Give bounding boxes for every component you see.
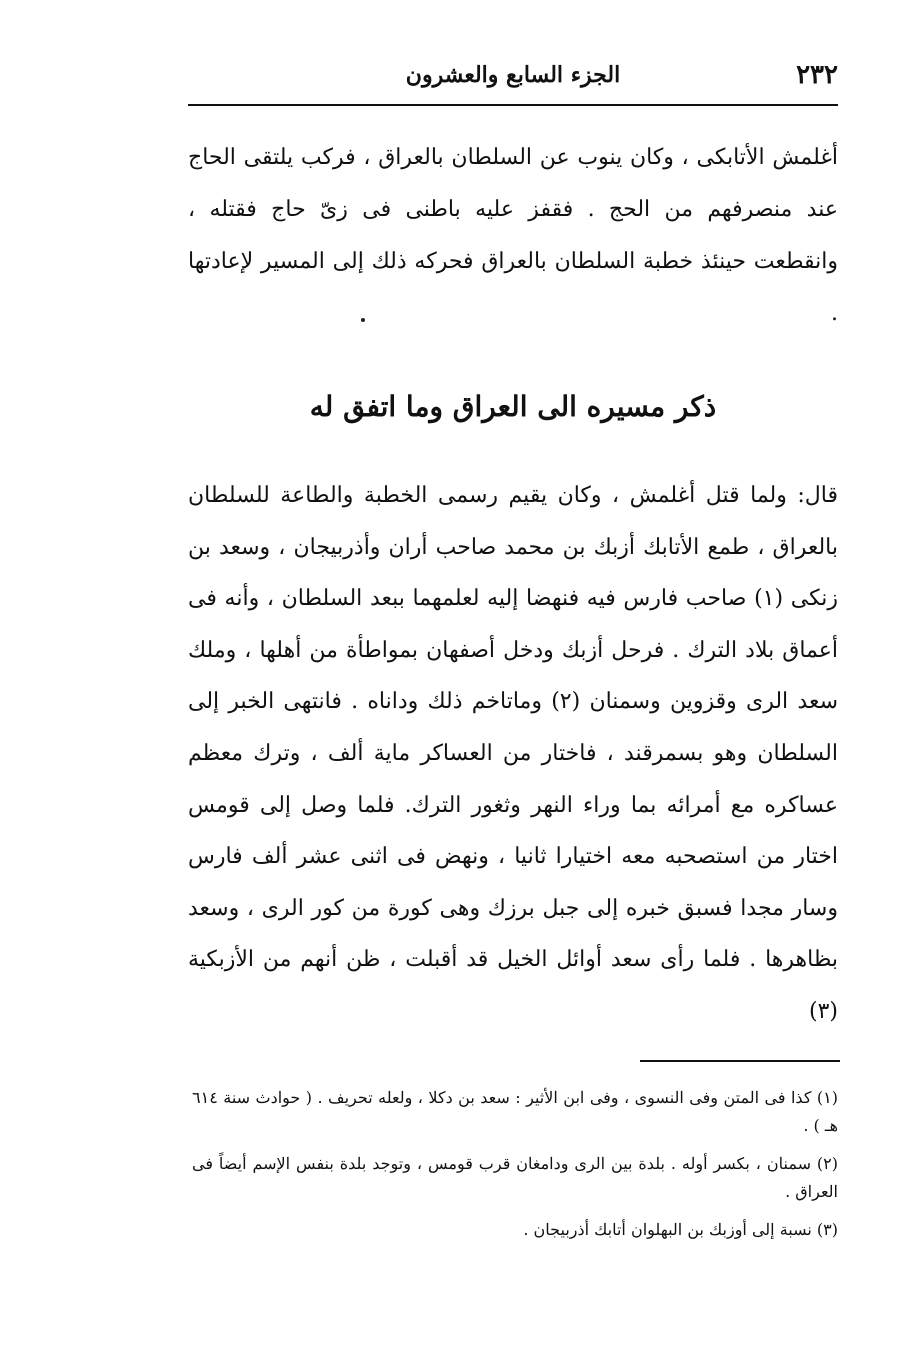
part-title: الجزء السابع والعشرون [405,62,621,88]
body-paragraph-1: أغلمش الأتابكى ، وكان ينوب عن السلطان بالعراق ، فركب يلتقى الحاج عند منصرفهم من الحج . فقفز عليه باطنى فى زىّ حاج فقتله ، وانقطعت حينئذ خطبة السلطان بالعراق فحركه ذلك إلى المسير لإعادتها . [188,145,838,326]
header-rule [188,104,838,106]
footnote-2: (٢) سمنان ، بكسر أوله . بلدة بين الرى ودامغان قرب قومس ، وتوجد بلدة بنفس الإسم أيضاً فى العراق . [192,1154,838,1201]
footnote-1: (١) كذا فى المتن وفى النسوى ، وفى ابن الأثير : سعد بن دكلا ، ولعله تحريف . ( حوادث سنة ٦١٤ هـ ) . [192,1088,838,1135]
running-header [188,58,838,98]
body-paragraph-2: قال: ولما قتل أغلمش ، وكان يقيم رسمى الخطبة والطاعة للسلطان بالعراق ، طمع الأتابك أزبك بن محمد صاحب أران وأذربيجان ، وسعد بن زنكى (١) صاحب فارس فيه فنهضا إليه لعلمهما ببعد السلطان ، وأنه فى أعماق بلاد الترك . فرحل أزبك ودخل أصفهان بمواطأة من أهلها ، وملك سعد الرى وقزوين وسمنان (٢) وماتاخم ذلك وداناه . فانتهى الخبر إلى السلطان وهو بسمرقند ، فاختار من العساكر ماية ألف ، وترك معظم عساكره مع أمرائه بما وراء النهر وثغور الترك. فلما وصل إلى قومس اختار من استصحبه معه اختيارا ثانيا ، ونهض فى اثنى عشر ألف فارس وسار مجدا فسبق خبره إلى جبل برزك وهى كورة من كور الرى ، وسعد بظاهرها . فلما رأى سعد أوائل الخيل قد أقبلت ، ظن أنهم من الأزبكية (٣) [188,483,838,1024]
footnote-3: (٣) نسبة إلى أوزبك بن البهلوان أتابك أذربيجان . [523,1220,838,1239]
ink-dot [361,318,365,322]
page-number: ٢٣٢ [796,60,838,90]
footnotes [192,1084,838,1254]
section-heading: ذكر مسيره الى العراق وما اتفق له [309,390,717,423]
footnote-rule [640,1060,840,1062]
